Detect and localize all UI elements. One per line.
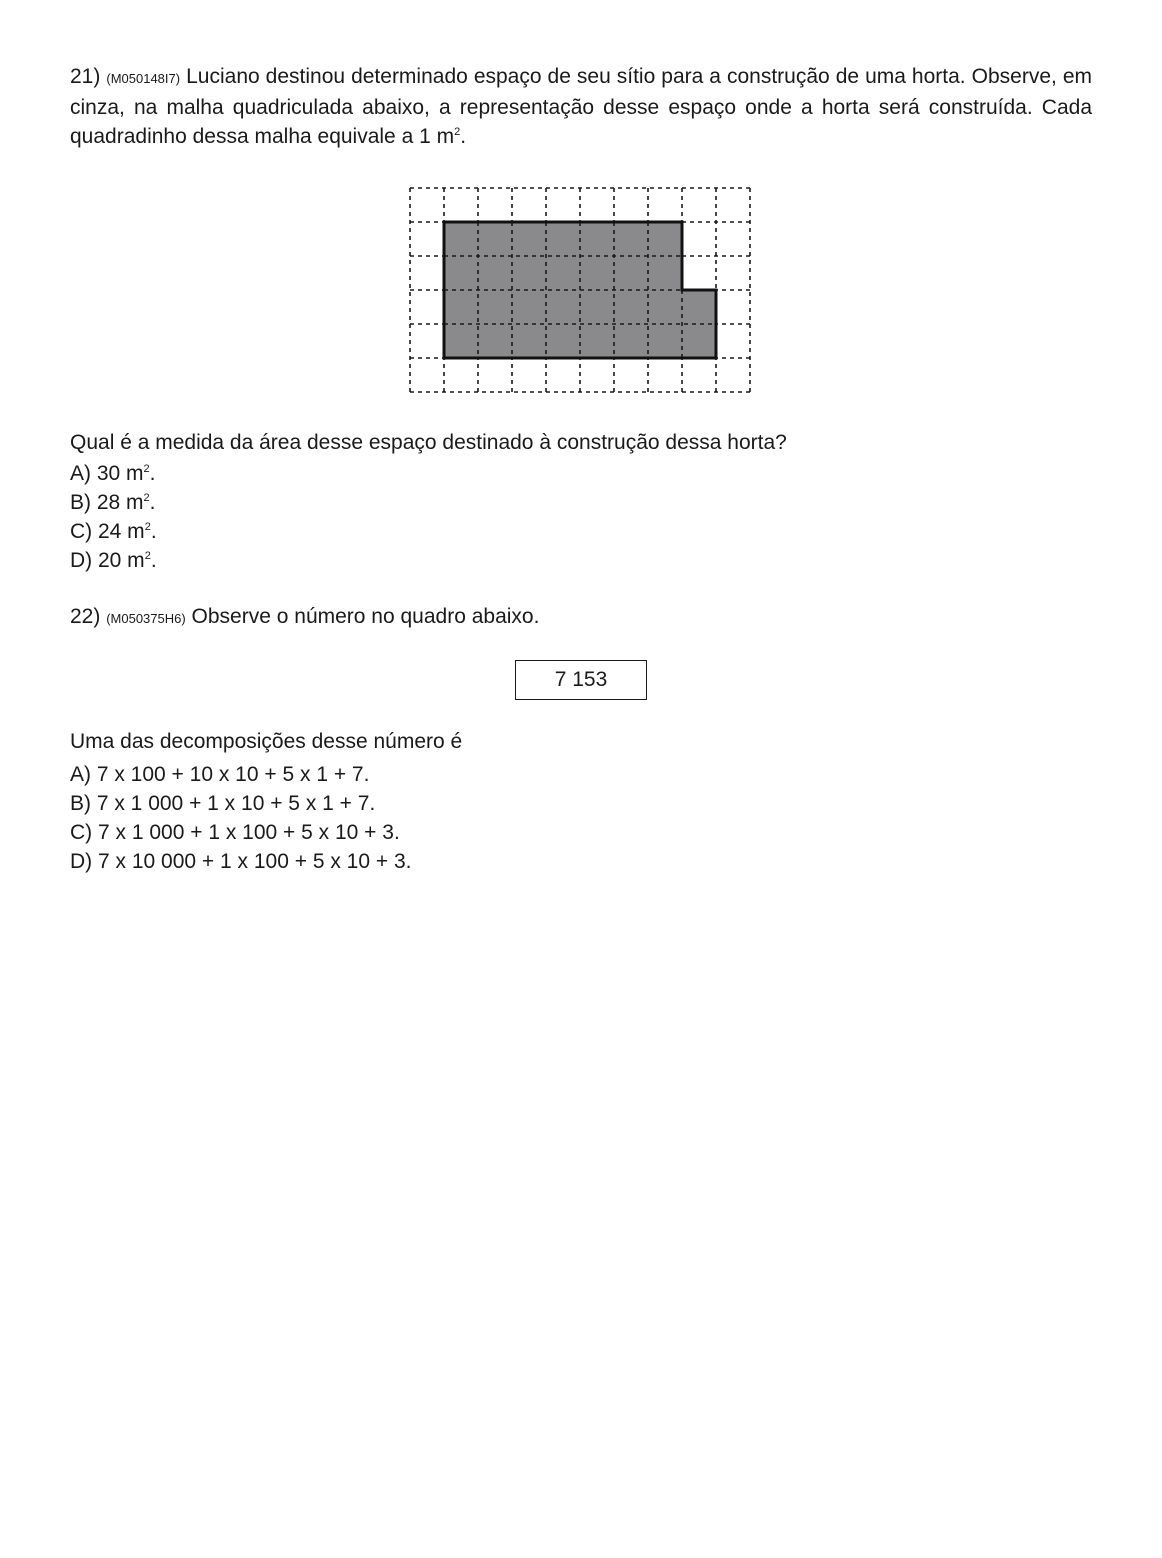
q21-code: (M050148I7)	[106, 71, 181, 86]
q21-number: 21)	[70, 65, 101, 88]
q21-prompt: Qual é a medida da área desse espaço destinado à construção dessa horta?	[70, 431, 787, 454]
q22-options	[70, 760, 411, 876]
q21-option-d[interactable]: D) 20 $m^2$.	[70, 549, 157, 572]
q21-text: Luciano destinou determinado espaço de seu sítio para a construção de uma horta. Observe, em cinza, na malha quadriculada abaixo, a representação desse espaço onde a horta será construída. Cada quadradinho dessa malha equivale a 1 m	[70, 65, 1093, 148]
q21-option-a[interactable]: A) 30 $m^2$.	[70, 462, 156, 485]
q22-code: (M050375H6)	[106, 611, 186, 626]
q21-option-b[interactable]: B) 28 $m^2$.	[70, 491, 156, 514]
q22-prompt: Uma das decomposições desse número é	[70, 730, 463, 753]
q22-text: Observe o número no quadro abaixo.	[191, 605, 540, 628]
q22-option-a[interactable]: A) 7 x 100 + 10 x 10 + 5 x 1 + 7.	[70, 763, 370, 786]
q21-options	[70, 459, 157, 575]
exam-page	[70, 62, 1093, 873]
q21-text-end: .	[460, 125, 467, 148]
q22-option-b[interactable]: B) 7 x 1 000 + 1 x 10 + 5 x 1 + 7.	[70, 792, 376, 815]
q22-option-c[interactable]: C) 7 x 1 000 + 1 x 100 + 5 x 10 + 3.	[70, 821, 400, 844]
q21-grid-figure	[408, 186, 753, 404]
q22-option-d[interactable]: D) 7 x 10 000 + 1 x 100 + 5 x 10 + 3.	[70, 850, 412, 873]
q22-number: 22)	[70, 605, 101, 628]
q21-text-sup: 2	[454, 126, 461, 138]
boxed-number: 7 153	[515, 660, 647, 700]
q21-intro	[70, 62, 1092, 151]
grid-svg	[408, 186, 753, 396]
q21-option-c[interactable]: C) 24 $m^2$.	[70, 520, 157, 543]
q22-intro	[70, 602, 539, 633]
